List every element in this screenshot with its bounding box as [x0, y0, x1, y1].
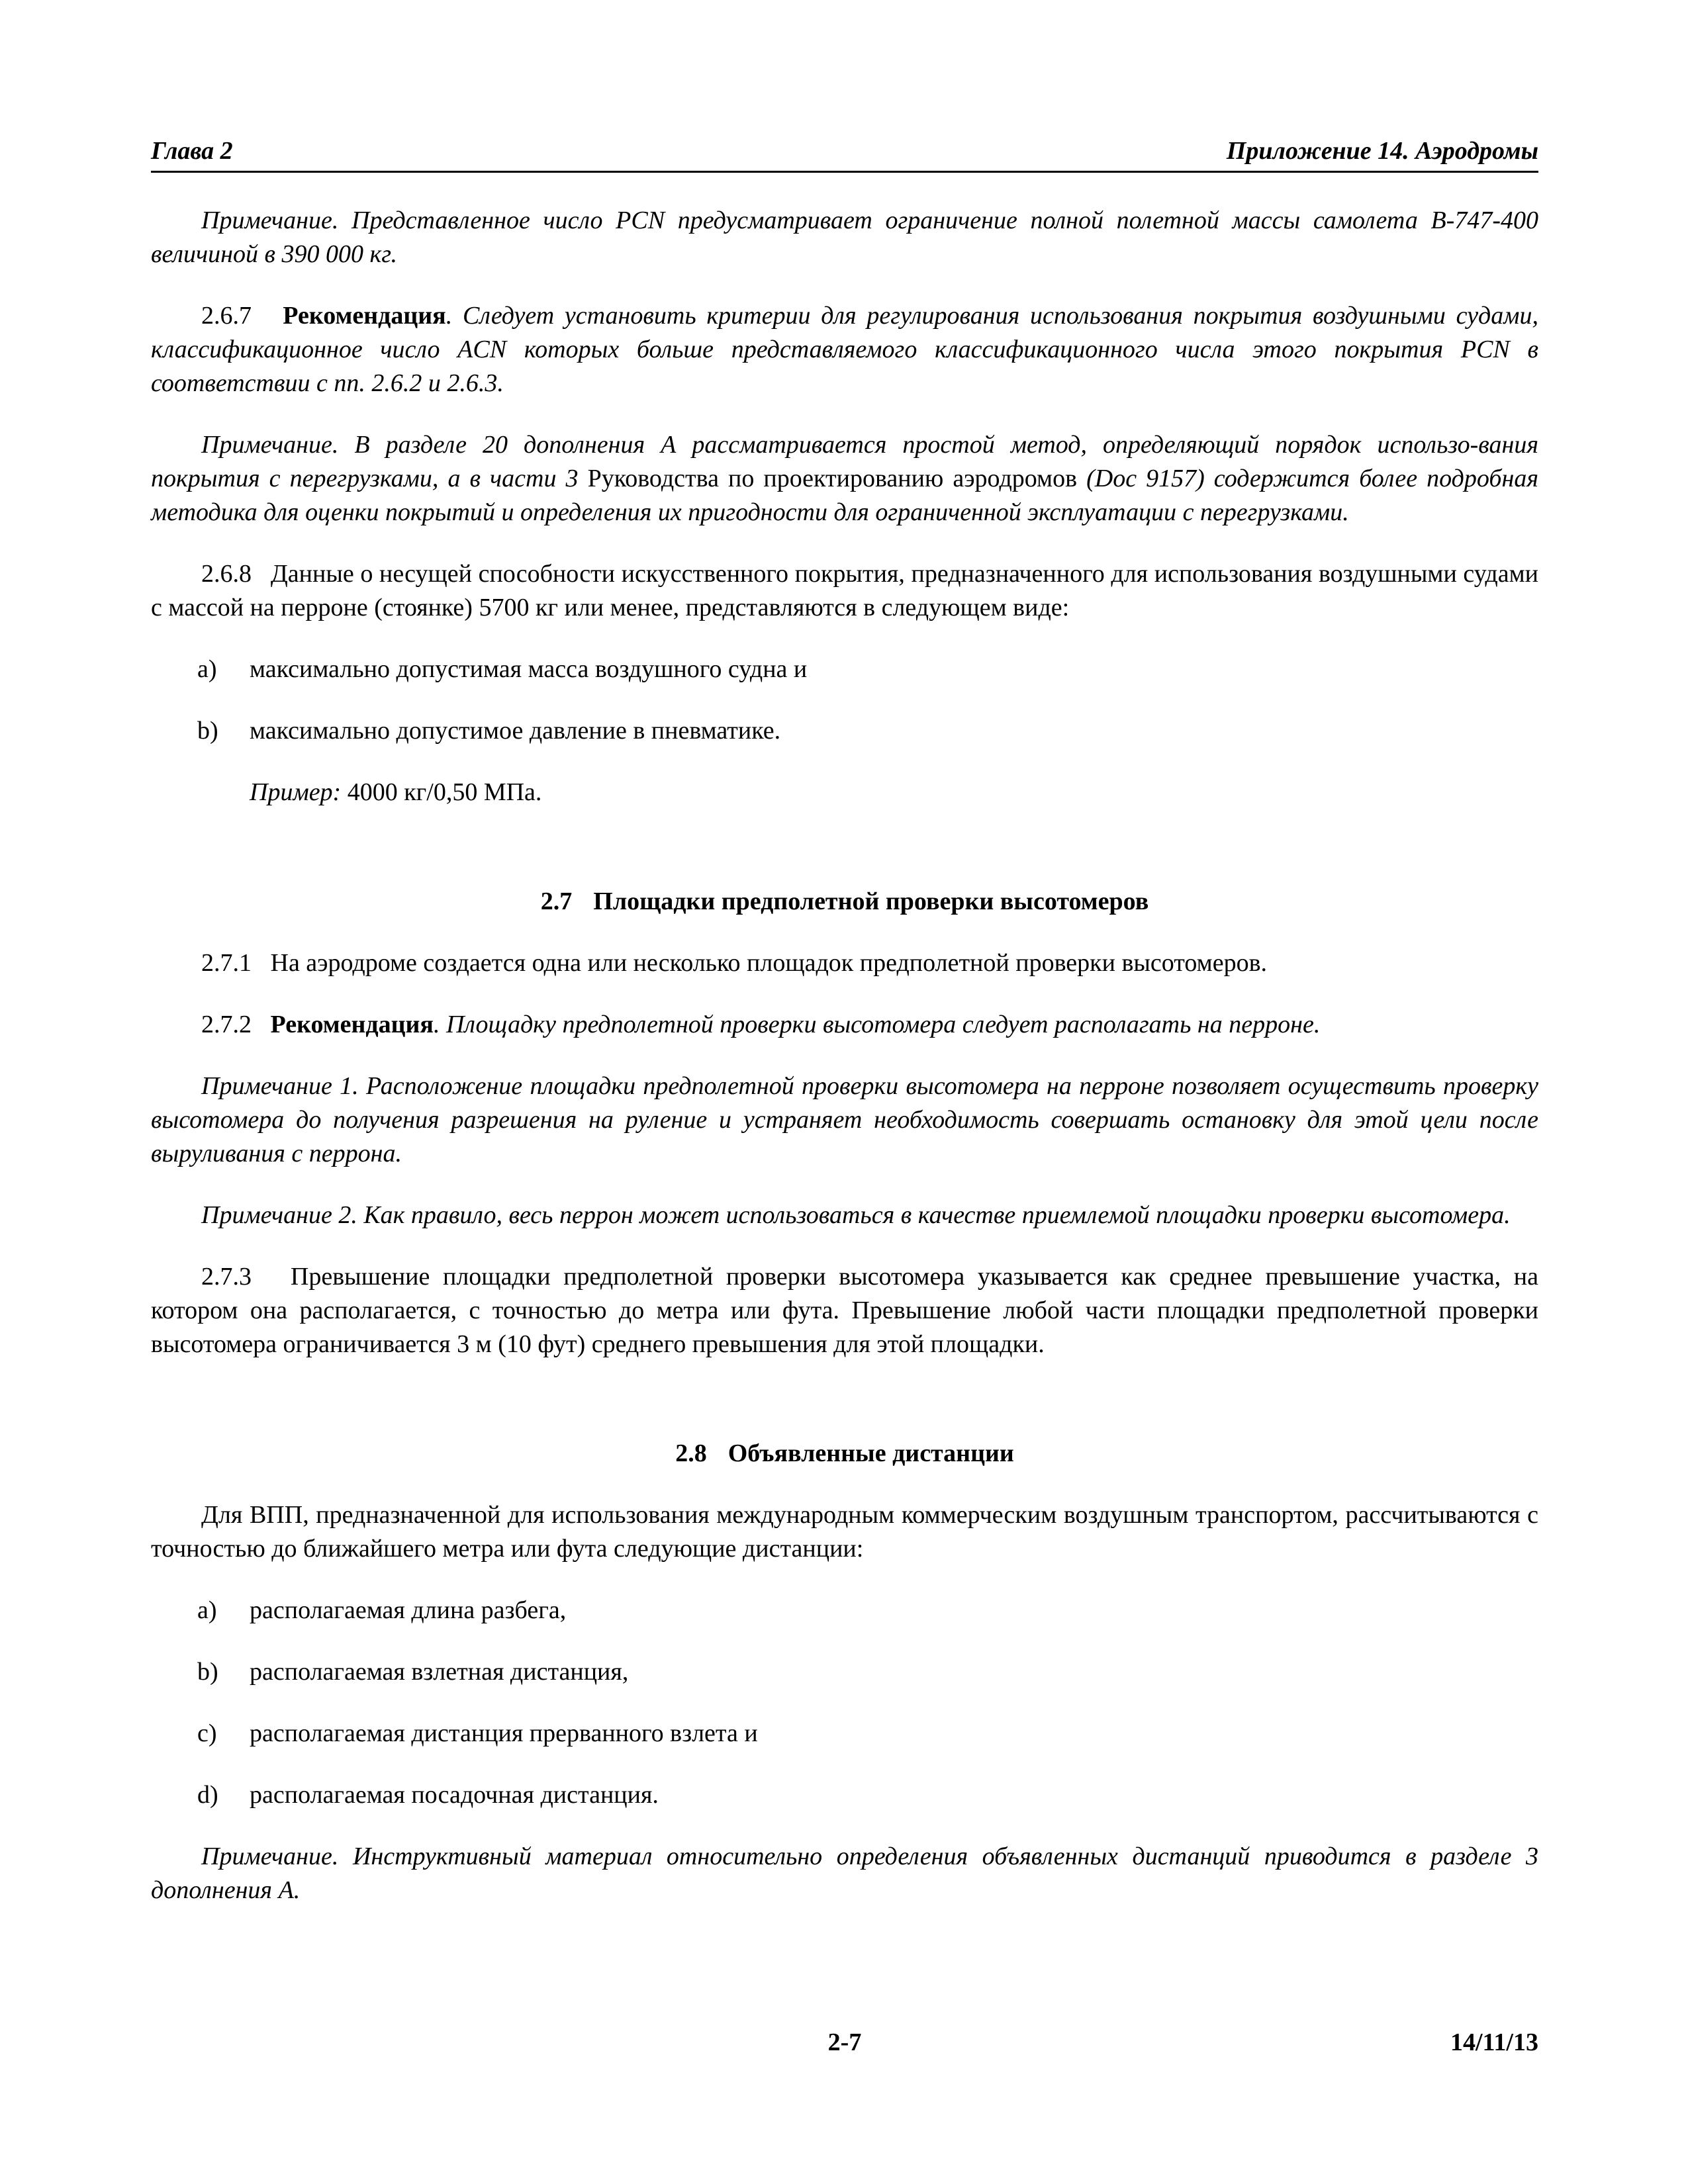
recommendation-label: Рекомендация	[270, 1011, 434, 1038]
section-number: 2.7	[540, 887, 573, 915]
page-number: 2-7	[827, 2028, 862, 2056]
list-marker: b)	[197, 717, 218, 745]
list-text: располагаемая взлетная дистанция,	[250, 1658, 629, 1686]
manual-title: Руководства по проектированию аэродромов	[587, 465, 1078, 492]
list-item	[151, 1717, 1538, 1751]
list-item	[151, 1655, 1538, 1689]
paragraph-2-7-3	[151, 1260, 1538, 1361]
paragraph-2-7-2	[151, 1008, 1538, 1042]
section-title: Площадки предполетной проверки высотомеров	[593, 887, 1149, 915]
paragraph-text: . Площадку предполетной проверки высотомера следует располагать на перроне.	[433, 1011, 1321, 1038]
paragraph-number: 2.7.3	[201, 1263, 252, 1291]
note-pcn: Примечание. Представленное число PCN предусматривает ограничение полной полетной массы самолета B-747-400 величиной в 390 000 кг.	[151, 206, 1538, 268]
header-chapter: Глава 2	[151, 137, 233, 165]
section-title: Объявленные дистанции	[727, 1439, 1014, 1467]
note-1: Примечание 1. Расположение площадки предполетной проверки высотомера на перроне позволяет осуществить проверку высотомера до получения разрешения на руление и устраняет необходимость совершать остановку для этой цели после выруливания с перрона.	[151, 1072, 1538, 1167]
list-marker: a)	[197, 1596, 217, 1624]
paragraph-2-6-8	[151, 557, 1538, 625]
note-final: Примечание. Инструктивный материал относительно определения объявленных дистанций приводится в разделе 3 дополнения А.	[151, 1843, 1538, 1904]
paragraph-number: 2.7.2	[201, 1011, 252, 1038]
note-text: (Doc 9157) содержится более подробная методика для оценки покрытий и определения их пригодности для ограниченной эксплуатации с перегрузками.	[151, 465, 1538, 526]
note-overload	[151, 428, 1538, 529]
paragraph-text: На аэродроме создается одна или несколько площадок предполетной проверки высотомеров.	[270, 949, 1268, 977]
note-2: Примечание 2. Как правило, весь перрон может использоваться в качестве приемлемой площадки проверки высотомера.	[201, 1201, 1511, 1229]
page-body	[151, 204, 1538, 1907]
paragraph-text: Данные о несущей способности искусственного покрытия, предназначенного для использования воздушными судами с массой на перроне (стоянке) 5700 кг или менее, представляются в следующем виде:	[151, 560, 1538, 621]
paragraph-2-7-1	[151, 946, 1538, 980]
page-header	[151, 131, 1538, 173]
list-text: располагаемая посадочная дистанция.	[250, 1781, 659, 1809]
list-text: максимально допустимое давление в пневматике.	[250, 717, 781, 745]
header-annex-title: Приложение 14. Аэродромы	[1226, 137, 1538, 165]
section-number: 2.8	[675, 1439, 707, 1467]
recommendation-label: Рекомендация	[283, 302, 446, 330]
example-line	[151, 776, 1538, 809]
list-text: максимально допустимая масса воздушного судна и	[250, 655, 808, 683]
list-marker: b)	[197, 1658, 218, 1686]
section-heading-2-7	[151, 885, 1538, 919]
list-item	[151, 1778, 1538, 1812]
paragraph-number: 2.6.8	[201, 560, 252, 588]
list-text: располагаемая длина разбега,	[250, 1596, 567, 1624]
list-marker: a)	[197, 655, 217, 683]
paragraph-2-6-7	[151, 299, 1538, 400]
list-marker: c)	[197, 1719, 217, 1747]
paragraph-2-8-intro: Для ВПП, предназначенной для использования международным коммерческим воздушным транспортом, рассчитываются с точностью до ближайшего метра или фута следующие дистанции:	[151, 1501, 1538, 1563]
list-item	[151, 653, 1538, 686]
paragraph-number: 2.6.7	[201, 302, 252, 330]
section-heading-2-8	[151, 1437, 1538, 1471]
list-item	[151, 1594, 1538, 1627]
example-value: 4000 кг/0,50 МПа.	[347, 778, 542, 806]
note-text: Примечание. В разделе 20 дополнения А рассматривается простой метод, определяющий порядок использо-вания покрытия с перегрузками, а в части 3	[151, 431, 1538, 492]
paragraph-text: . Следует установить критерии для регулирования использования покрытия воздушными судами, классификационное число ACN которых больше представляемого классификационного числа этого покрытия PCN в соответствии с пп. 2.6.2 и 2.6.3.	[151, 302, 1538, 397]
example-label: Пример:	[250, 778, 342, 806]
list-text: располагаемая дистанция прерванного взлета и	[250, 1719, 758, 1747]
paragraph-number: 2.7.1	[201, 949, 252, 977]
footer-date: 14/11/13	[1450, 2028, 1538, 2056]
list-item	[151, 714, 1538, 748]
list-marker: d)	[197, 1781, 218, 1809]
paragraph-text: Превышение площадки предполетной проверки высотомера указывается как среднее превышение участка, на котором она располагается, с точностью до метра или фута. Превышение любой части площадки предполетной проверки высотомера ограничивается 3 м (10 фут) среднего превышения для этой площадки.	[151, 1263, 1538, 1358]
